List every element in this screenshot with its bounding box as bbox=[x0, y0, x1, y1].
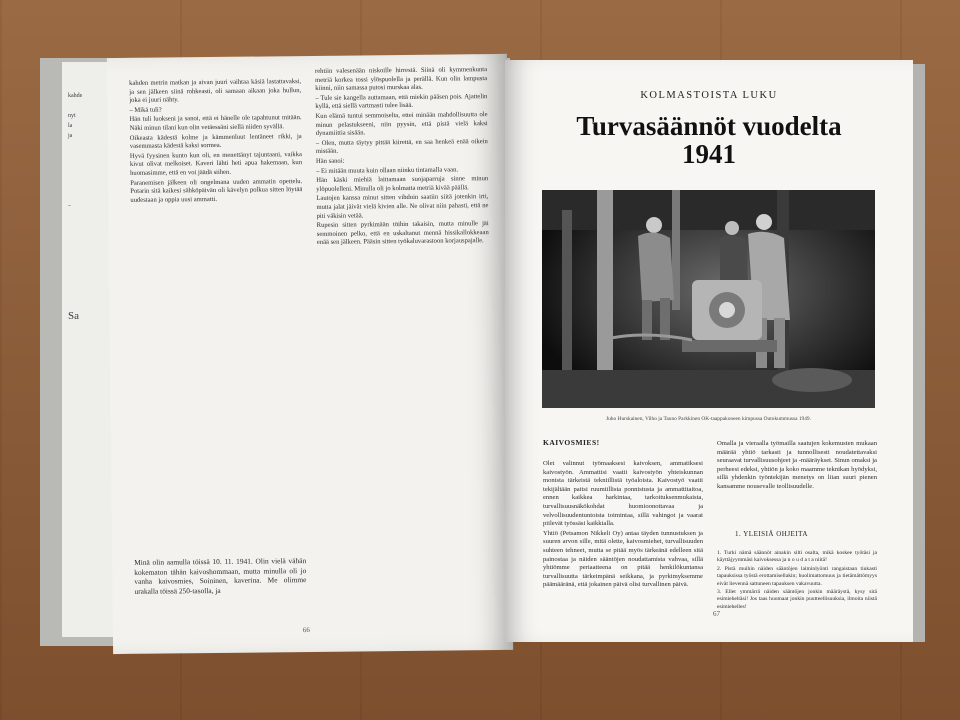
left-page-column-1 bbox=[129, 78, 306, 568]
paragraph: Paranemisen jälkeen oli ongelmana uuden ammatin opettelu. Potarin sitä kaikesi sähköpäivän oli kävelyn polkua sitten löytää uudestaan ja oppia uusi ammatti. bbox=[130, 177, 303, 204]
list-item: 3. Ellet ymmärrä näiden sääntöjen jonkin määräystä, kysy sitä esimieheltäsi! Jos taas huomaat jonkin puutteellisuuksia, ilmoita niistä esimiehelles! bbox=[717, 589, 877, 610]
paragraph: Oikeasta kädestä kolme ja kämmenluut lentäneet rikki, ja vasemmasta kädestä kaksi sormea. bbox=[129, 132, 302, 151]
list-item: 2. Pistä muihin näiden sääntöjen laiminlyönti rangaistaan tiukasti tapauksissa työstä erottamisellakin; huolimattomuus ja tietämättömyys eivät lievennä sattuneen tapauksen vakavuutta. bbox=[717, 565, 877, 587]
paragraph: Minä olin aamulla töissä 10. 11. 1941. Olin vielä vähän kokematon tähän kaivoshommaan, mutta minulla oli jo vanha kaivosmies, Soininen, kaverina. Me olimme urakalla töissä 250-tasolla, ja bbox=[134, 556, 307, 596]
chapter-kicker: KOLMASTOISTA LUKU bbox=[640, 90, 778, 101]
chapter-title-line-2: 1941 bbox=[682, 139, 736, 169]
paragraph: Hän sanoi: bbox=[315, 157, 345, 165]
paragraph: – Olen, mutta täytyy pittää kiirettä, en saa henkeä enää oikein mistään. bbox=[315, 137, 488, 156]
paragraph: – Ei mitään muuta kuin ollaan niinku tintamalla vaan. bbox=[316, 165, 459, 175]
underlying-page: kahde nyt la ja – Sa bbox=[62, 62, 132, 637]
left-page-column-2 bbox=[315, 66, 493, 628]
paragraph: Hän käski miehiä laittamaan suojaparruja sinne minun ylöpuolelleni. Minulla oli jo kolmatta metriä kivää päällä. bbox=[316, 175, 489, 193]
section-heading: KAIVOSMIES! bbox=[543, 438, 600, 447]
rules-list bbox=[717, 550, 877, 630]
list-item: 1. Turki nämä säännöt ainakin silti osalta, mikä koskee työtäsi ja käyttäjyymmäsi kaivoksessa ja n o u d a t a niitä! bbox=[717, 550, 877, 564]
paragraph: kahden metrin matkan ja aivan juuri vaihtaa käsiä lastattavaksi, ja sen jälkeen siinä rohkeasti, oli samaan aikaan joka hullun, joka ei juuri nähty. bbox=[129, 78, 302, 105]
photo-caption: Juho Hurskainen, Vilho ja Tauno Parkkinen OK-taappakoneen kimpussa Outokummussa 1949. bbox=[606, 416, 811, 422]
left-page-column-1-bottom bbox=[134, 556, 307, 634]
underlying-page-text: kahde bbox=[68, 93, 83, 99]
chapter-title bbox=[505, 112, 913, 168]
right-page-column-1 bbox=[543, 460, 703, 630]
paragraph: rehtiin valesenään niskoille hirrestä. Siinä oli kymmenkunta metriä korkea tossi ylöspuolella ja perällä. Kun olin lampusta kiinni, niin samassa putosi murskaa alas. bbox=[315, 66, 488, 93]
subsection-heading: 1. YLEISIÄ OHJEITA bbox=[735, 530, 808, 538]
paragraph: – Mikä tuli? bbox=[129, 106, 162, 114]
left-page bbox=[107, 54, 513, 654]
right-page bbox=[505, 60, 913, 642]
paragraph: Yhtiö (Petsamon Nikkeli Oy) antaa täyden tunnustuksen ja suuren arvon sille, mitä olette, kaivosmiehet, turvallisuuden suhteen tehneet, mutta se pitää myös tärkeänä edelleen sitä painostaa ja näiden sääntöjen noudattamista vahvaa, sillä yhtiömme periaatteena on pitää henkilökuntansa turvallisuutta tärkeimpänä seikkana, ja pyrkimyksemme päämääränä, että jokainen päivä olisi turvallinen päivä. bbox=[543, 529, 703, 589]
paragraph: – Tule sie kangella auttamaan, että miekin pääsen pois. Ajattelin kyllä, että siellä vartmasti tulee lisää. bbox=[315, 92, 488, 111]
paragraph: Rupesin sitten pyrkimään töihin takaisin, mutta minulle jäi semmoinen pelko, että en uskaltanut mennä hissikallokkeaan enää sen jälkeen. Pääsin sitten työkaluvarastoon korjauspajalle. bbox=[316, 220, 489, 247]
paragraph: Hyvä fyysinen kunto kun oli, en menettänyt tajuntaani, vaikka kivut olivat melkoiset. Kaveri lähti heti apua hakemaan, kun huomasimme, että en voi jäädä siihen. bbox=[129, 150, 303, 177]
paragraph: Kun elämä tuntui semmoiselta, ettei minään mahdollisuutta ole minun pelastukseeni, niin pyysin, että pistä vielä kaksi dynamiittia sisään. bbox=[315, 111, 488, 138]
mining-photo bbox=[542, 190, 875, 408]
paragraph: Hän tuli luokseni ja sanoi, että ei hänelle ole tapahtunut mitään. Näki minun tilani kun olin vetäessäni siellä niiden syvällä. bbox=[129, 114, 302, 132]
chapter-title-line-1: Turvasäännöt vuodelta bbox=[576, 111, 842, 141]
page-number: 67 bbox=[713, 610, 720, 618]
paragraph: Omalla ja vieraalla työmailla saatujen kokemusten mukaan määrää yhtiö tarkasti ja tunnollisesti noudatettavaksi seuraavat turvallisuusohjeet ja -määräykset. Sinun omaksi ja perheesi edeksi, yhtiön ja koko maamme teknikan hyödyksi, sillä yhdenkin työntekijän menetys on liian suuri pienen kansamme nousevalle teollisuudelle. bbox=[717, 440, 877, 490]
paragraph: Lautojen kanssa minut sitten vihdoin saatiin siitä jotenkin irti, mutta jalat jäivät vielä kivien alle. Ne olivat niin pahasti, että ne piti väkisin vetää. bbox=[316, 193, 489, 220]
right-page-column-2 bbox=[717, 440, 877, 520]
mining-photo-illustration bbox=[542, 190, 875, 408]
paragraph: Olet valinnut työmaaksesi kaivoksen, ammatiksesi kaivostyön. Ammattisi vaatii kaivostyön yhteiskunnan monista tärkeistä tekniillistä työaloista. Kaivostyö vaatii tekijältään paitsi ruumiillista ponnistusta ja ammattitaitoa, ennen kaikkea harkintaa, tarkoituksenmukaista, turvallisuusnäkökohdat huomioonottavaa ja velvollisuudentuntoista toimintaa, sillä vahingot ja vaarat piilevät työssäsi kaikkialla. bbox=[543, 460, 703, 528]
page-number: 66 bbox=[302, 626, 310, 635]
